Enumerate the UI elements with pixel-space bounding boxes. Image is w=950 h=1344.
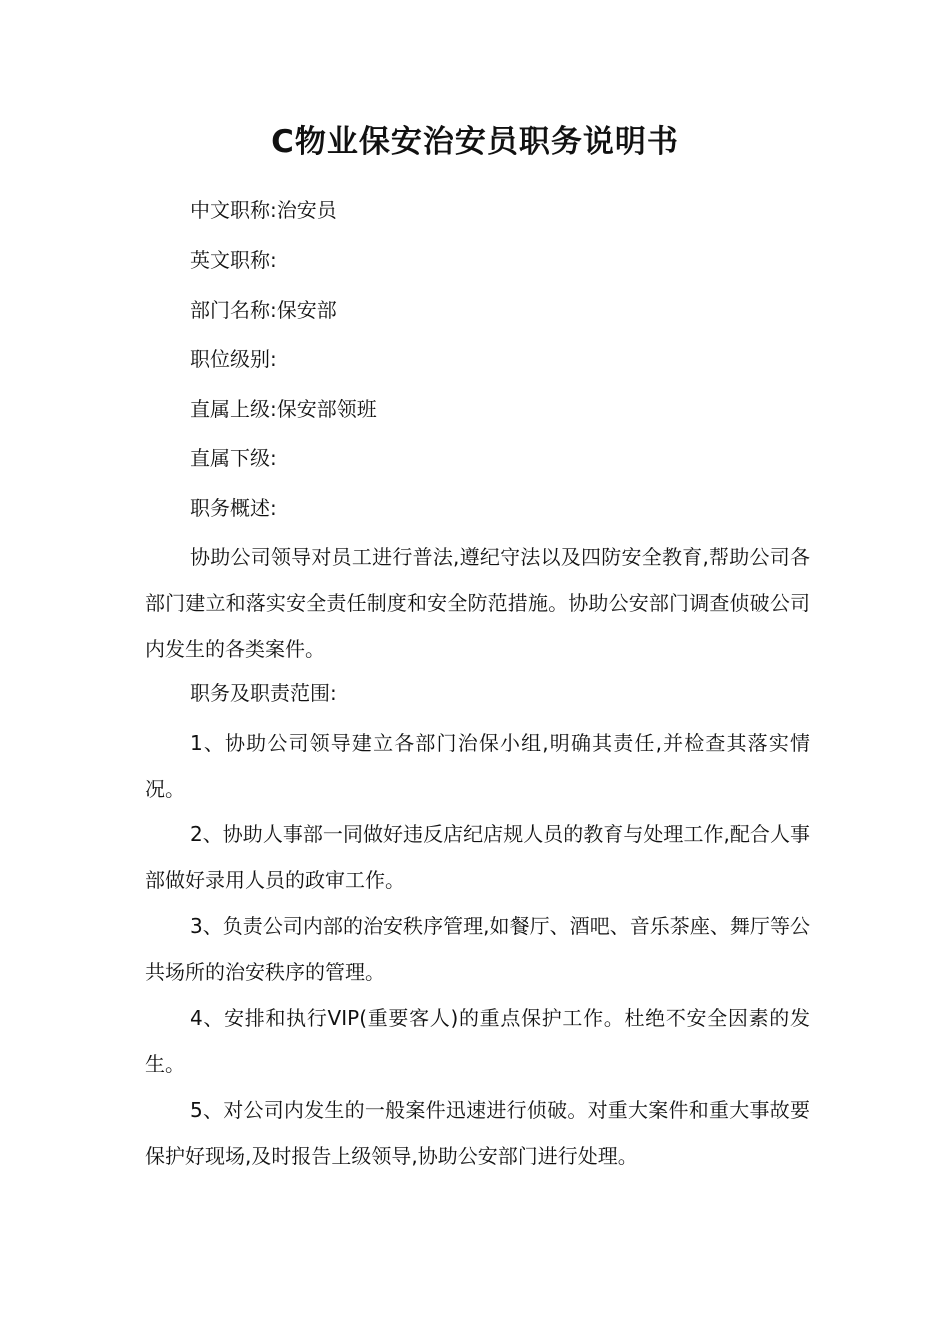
duty-item-4: 4、安排和执行VIP(重要客人)的重点保护工作。杜绝不安全因素的发生。 [145, 1006, 810, 1076]
duties-heading: 职务及职责范围: [190, 681, 337, 705]
field-direct-superior: 直属上级:保安部领班 [190, 397, 377, 421]
field-department: 部门名称:保安部 [190, 298, 337, 322]
field-direct-subordinate: 直属下级: [190, 446, 277, 470]
overview-paragraph: 协助公司领导对员工进行普法,遵纪守法以及四防安全教育,帮助公司各部门建立和落实安全责任制度和安全防范措施。协助公安部门调查侦破公司内发生的各类案件。 [145, 545, 810, 661]
duty-item-3: 3、负责公司内部的治安秩序管理,如餐厅、酒吧、音乐茶座、舞厅等公共场所的治安秩序的管理。 [145, 914, 810, 984]
field-chinese-title: 中文职称:治安员 [190, 198, 337, 222]
duty-item-2: 2、协助人事部一同做好违反店纪店规人员的教育与处理工作,配合人事部做好录用人员的政审工作。 [145, 822, 810, 892]
duty-item-5: 5、对公司内发生的一般案件迅速进行侦破。对重大案件和重大事故要保护好现场,及时报告上级领导,协助公安部门进行处理。 [145, 1098, 810, 1168]
field-english-title: 英文职称: [190, 248, 277, 272]
duty-item-1: 1、协助公司领导建立各部门治保小组,明确其责任,并检查其落实情况。 [145, 731, 810, 801]
document-title: C物业保安治安员职务说明书 [271, 124, 679, 160]
field-job-level: 职位级别: [190, 347, 277, 371]
field-job-overview-label: 职务概述: [190, 496, 277, 520]
